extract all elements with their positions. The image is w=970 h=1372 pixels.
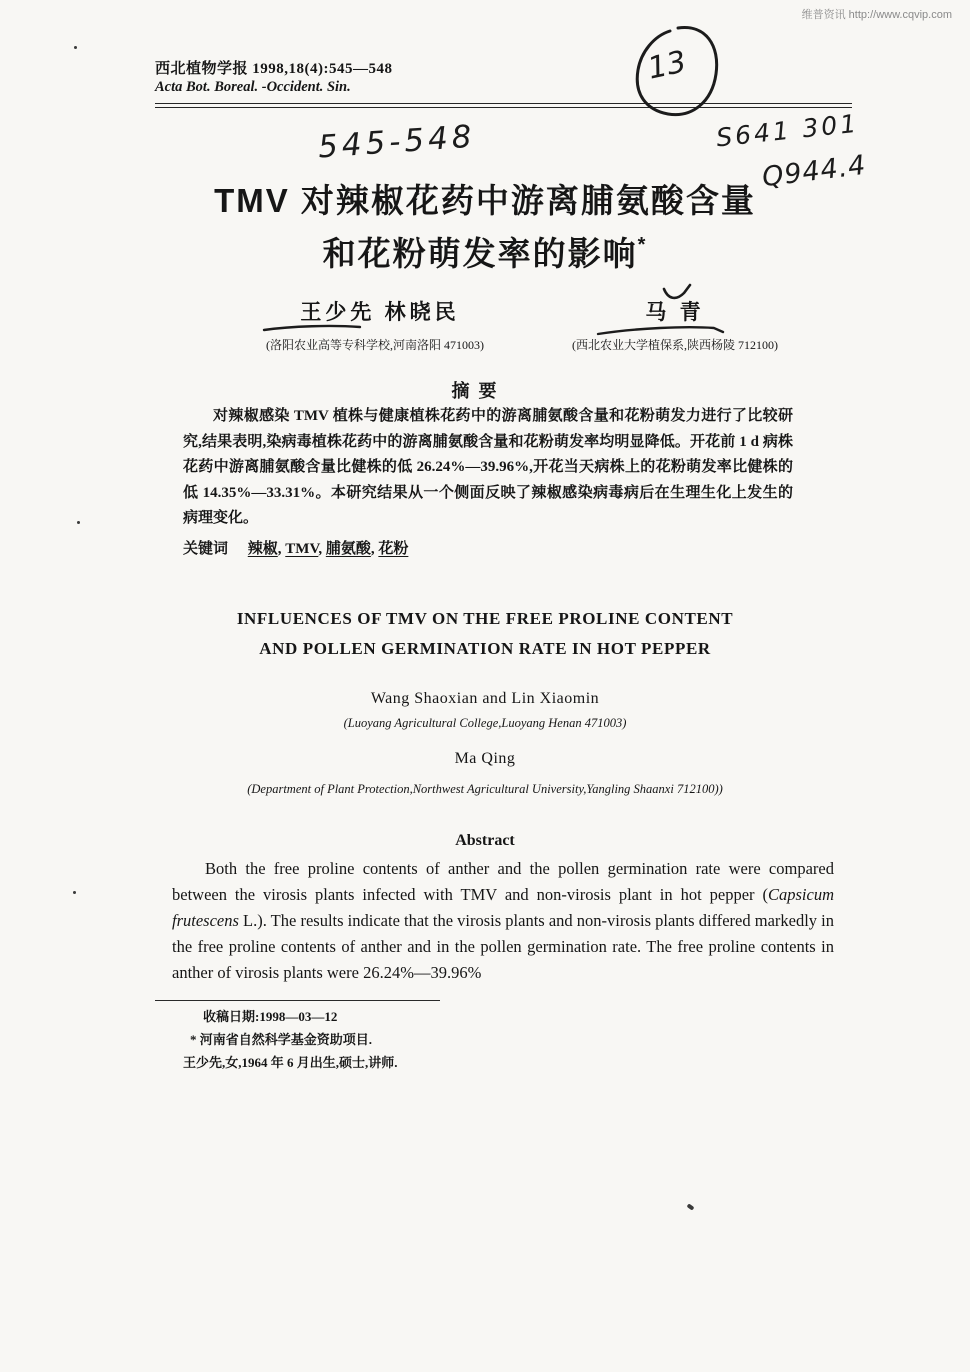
keyword-item: TMV — [285, 541, 319, 557]
abstract-en-heading: Abstract — [455, 832, 515, 849]
paper-title-en-line2: AND POLLEN GERMINATION RATE IN HOT PEPPER — [259, 639, 711, 658]
keyword-separator: , — [370, 541, 375, 557]
cqvip-watermark: 维普资讯 http://www.cqvip.com — [801, 9, 952, 21]
journal-title-en: Acta Bot. Boreal. -Occident. Sin. — [155, 79, 351, 95]
abstract-cn-heading: 摘 要 — [451, 381, 499, 401]
hand-circled-number: 13 — [644, 44, 690, 87]
journal-title-cn: 西北植物学报 1998,18(4):545—548 — [155, 61, 393, 77]
keywords-label: 关键词 — [183, 541, 229, 557]
author-affiliation-en-2: (Department of Plant Protection,Northwest Agricultural University,Yangling Shaanxi 712100)) — [247, 782, 723, 796]
footnote-author-bio: 王少先,女,1964 年 6 月出生,硕士,讲师. — [183, 1055, 398, 1070]
abstract-cn-body: 对辣椒感染 TMV 植株与健康植株花药中的游离脯氨酸含量和花粉萌发力进行了比较研究,结果表明,染病毒植株花药中的游离脯氨酸含量和花粉萌发率均明显降低。开花前 1 d 病株花药中游离脯氨酸含量比健株的低 26.24%—39.96%,开花当天病株上的花粉萌发率比健株的低 14.35%—33.31%。本研究结果从一个侧面反映了辣椒感染病毒病后在生理生化上发生的病理变化。 — [183, 408, 793, 526]
title-footnote-mark: * — [637, 234, 648, 256]
author-affiliation-2: (西北农业大学植保系,陕西杨陵 712100) — [572, 338, 778, 352]
paper-title-cn-line2: 和花粉萌发率的影响* — [322, 234, 648, 272]
hand-classification-code-1: S641 301 — [714, 108, 861, 153]
author-names-2: 马 青 — [645, 300, 705, 324]
footnote-divider-rule — [155, 1000, 440, 1001]
author-group-2 — [545, 296, 805, 353]
abstract-en-body — [172, 856, 834, 986]
keyword-separator: , — [318, 541, 323, 557]
hand-page-range: 545-548 — [316, 118, 477, 166]
paper-title-cn-line1: TMV 对辣椒花药中游离脯氨酸含量 — [214, 182, 756, 219]
keywords-line — [183, 537, 793, 558]
paper-title-en — [140, 604, 830, 664]
keyword-item: 辣椒 — [247, 541, 278, 557]
abstract-en-part1: Both the free proline contents of anther and the pollen germination rate were compared between the virosis plants infected with TMV and non-virosis plant in hot pepper ( — [172, 859, 834, 904]
scan-speck — [74, 46, 77, 49]
keyword-item: 脯氨酸 — [325, 541, 371, 557]
author-names-en-2: Ma Qing — [454, 750, 516, 767]
journal-header — [155, 57, 855, 96]
author-names-en-1: Wang Shaoxian and Lin Xiaomin — [370, 690, 600, 707]
author-group-1 — [240, 296, 520, 353]
paper-title-cn — [140, 178, 830, 276]
header-divider-rule — [155, 103, 852, 108]
abstract-en-part2: L.). The results indicate that the virosis plants and non-virosis plants differed markedly in the free proline contents of anther and in the pollen germination rate. The free proline contents in anther of virosis plants were 26.24%—39.96% — [172, 911, 835, 982]
keyword-item: 花粉 — [378, 541, 409, 557]
author-affiliation-1: (洛阳农业高等专科学校,河南洛阳 471003) — [266, 338, 484, 352]
paper-title-en-line1: INFLUENCES OF TMV ON THE FREE PROLINE CONTENT — [236, 609, 734, 628]
author-affiliation-en-1: (Luoyang Agricultural College,Luoyang Henan 471003) — [343, 716, 627, 730]
scan-speck — [77, 521, 80, 524]
author-names-1: 王少先 林晓民 — [300, 300, 460, 324]
scan-speck — [686, 1203, 694, 1210]
hand-classification-code-2: Q944.4 — [760, 149, 869, 194]
keyword-separator: , — [277, 541, 282, 557]
abstract-en-species-name: Capsicum frutescens — [172, 885, 834, 930]
scan-speck — [73, 891, 76, 894]
footnote-received-date: 收稿日期:1998—03—12 — [203, 1009, 338, 1024]
footnote-fund: * 河南省自然科学基金资助项目. — [190, 1032, 373, 1047]
